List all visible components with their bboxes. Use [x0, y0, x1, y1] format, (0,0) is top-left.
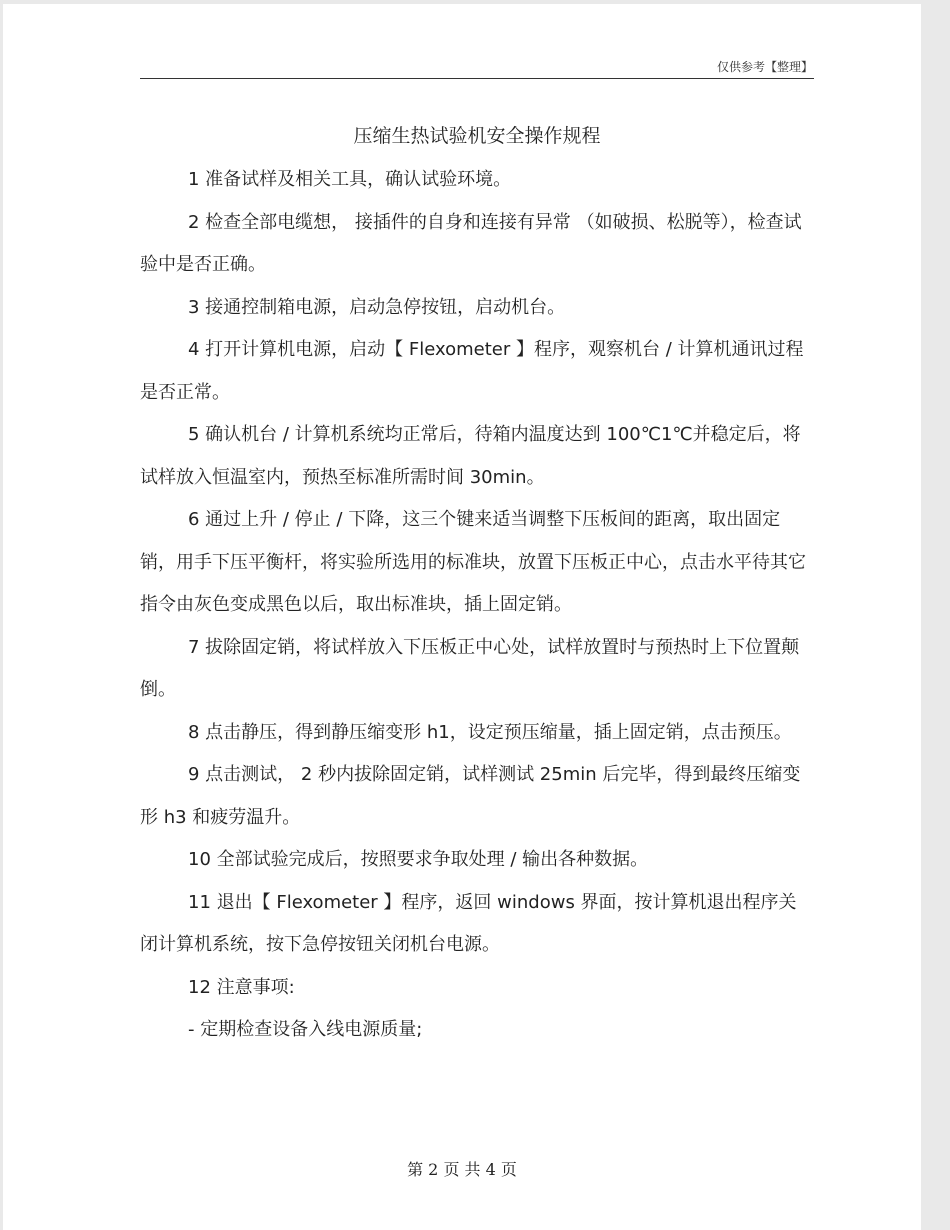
- paragraph-3: 3 接通控制箱电源，启动急停按钮，启动机台。: [188, 296, 566, 318]
- paragraph-13: - 定期检查设备入线电源质量;: [188, 1019, 423, 1040]
- paragraph-7: 7 拔除固定销，将试样放入下压板正中心处，试样放置时与预热时上下位置颠倒。: [140, 636, 800, 700]
- document-body: [140, 159, 814, 1052]
- document-title: 压缩生热试验机安全操作规程: [353, 125, 601, 147]
- document-page: [3, 4, 921, 1230]
- paragraph-6: 6 通过上升 / 停止 / 下降，这三个键来适当调整下压板间的距离，取出固定销，用手下压平衡杆，将实验所选用的标准块，放置下压板正中心，点击水平待其它指令由灰色变成黑色以后，取出标准块，插上固定销。: [140, 509, 806, 615]
- paragraph-1: 1 准备试样及相关工具，确认试验环境。: [188, 169, 512, 190]
- paragraph-9: 9 点击测试， 2 秒内拔除固定销，试样测试 25min 后完毕，得到最终压缩变形 h3 和疲劳温升。: [140, 764, 801, 828]
- paragraph-5: 5 确认机台 / 计算机系统均正常后，待箱内温度达到 100℃1℃并稳定后，将试样放入恒温室内，预热至标准所需时间 30min。: [140, 424, 801, 488]
- paragraph-11: 11 退出【 Flexometer 】程序，返回 windows 界面，按计算机退出程序关闭计算机系统，按下急停按钮关闭机台电源。: [140, 891, 797, 955]
- paragraph-12: 12 注意事项:: [188, 976, 295, 998]
- header-divider: [140, 78, 814, 79]
- page-footer: 第 2 页 共 4 页: [407, 1160, 517, 1179]
- paragraph-10: 10 全部试验完成后，按照要求争取处理 / 输出各种数据。: [188, 849, 649, 870]
- paragraph-4: 4 打开计算机电源，启动【 Flexometer 】程序，观察机台 / 计算机通讯过程是否正常。: [140, 339, 804, 403]
- paragraph-2: 2 检查全部电缆想， 接插件的自身和连接有异常 （如破损、松脱等），检查试验中是否正确。: [140, 211, 802, 275]
- paragraph-8: 8 点击静压，得到静压缩变形 h1，设定预压缩量，插上固定销，点击预压。: [188, 721, 792, 743]
- header-note: 仅供参考【整理】: [716, 60, 813, 74]
